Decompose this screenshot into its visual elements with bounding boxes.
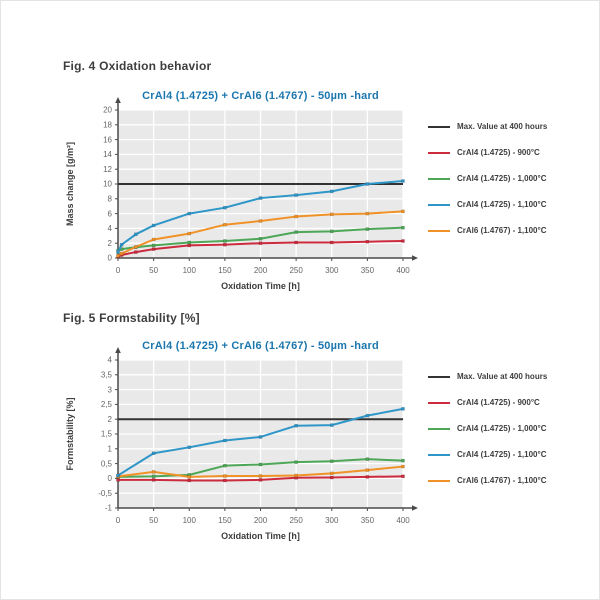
data-point-marker bbox=[152, 224, 155, 227]
legend-label: Max. Value at 400 hours bbox=[457, 372, 548, 381]
data-point-marker bbox=[402, 226, 405, 229]
legend-line-swatch bbox=[428, 402, 450, 404]
data-point-marker bbox=[152, 238, 155, 241]
data-point-marker bbox=[330, 460, 333, 463]
data-point-marker bbox=[402, 210, 405, 213]
data-point-marker bbox=[134, 251, 137, 254]
legend-item bbox=[428, 122, 588, 131]
svg-text:20: 20 bbox=[103, 105, 112, 115]
data-point-marker bbox=[402, 475, 405, 478]
data-point-marker bbox=[152, 478, 155, 481]
data-point-marker bbox=[259, 435, 262, 438]
data-point-marker bbox=[117, 254, 120, 257]
svg-text:250: 250 bbox=[289, 516, 303, 525]
legend-label: CrAl6 (1.4767) - 1,100°C bbox=[457, 476, 547, 485]
legend-line-swatch bbox=[428, 376, 450, 378]
svg-text:2: 2 bbox=[107, 238, 112, 248]
data-point-marker bbox=[188, 479, 191, 482]
data-point-marker bbox=[188, 244, 191, 247]
svg-text:1,5: 1,5 bbox=[100, 429, 112, 439]
legend-item bbox=[428, 372, 588, 381]
formstability-chart bbox=[55, 332, 435, 547]
svg-text:250: 250 bbox=[289, 266, 303, 275]
data-point-marker bbox=[223, 479, 226, 482]
data-point-marker bbox=[330, 230, 333, 233]
data-point-marker bbox=[152, 244, 155, 247]
svg-text:50: 50 bbox=[149, 516, 159, 525]
svg-text:300: 300 bbox=[325, 266, 339, 275]
data-point-marker bbox=[366, 240, 369, 243]
data-point-marker bbox=[295, 241, 298, 244]
legend-item bbox=[428, 450, 588, 459]
data-point-marker bbox=[152, 248, 155, 251]
x-axis-title: Oxidation Time [h] bbox=[221, 281, 300, 291]
chart-title: CrAl4 (1.4725) + CrAl6 (1.4767) - 50µm -hard bbox=[142, 340, 379, 352]
svg-text:150: 150 bbox=[218, 266, 232, 275]
data-point-marker bbox=[259, 197, 262, 200]
legend-label: CrAl4 (1.4725) - 1,100°C bbox=[457, 200, 547, 209]
figure-4-caption: Fig. 4 Oxidation behavior bbox=[63, 59, 212, 73]
data-point-marker bbox=[366, 183, 369, 186]
data-point-marker bbox=[152, 452, 155, 455]
data-point-marker bbox=[295, 194, 298, 197]
data-point-marker bbox=[223, 243, 226, 246]
svg-text:14: 14 bbox=[103, 150, 112, 160]
legend-item bbox=[428, 148, 588, 157]
legend-item bbox=[428, 424, 588, 433]
x-axis-title: Oxidation Time [h] bbox=[221, 531, 300, 541]
svg-text:350: 350 bbox=[360, 266, 375, 275]
data-point-marker bbox=[259, 237, 262, 240]
legend-item bbox=[428, 174, 588, 183]
data-point-marker bbox=[223, 206, 226, 209]
y-axis-arrow-icon bbox=[115, 97, 121, 103]
data-point-marker bbox=[259, 242, 262, 245]
svg-text:-0,5: -0,5 bbox=[98, 488, 112, 498]
legend-line-swatch bbox=[428, 454, 450, 456]
svg-text:16: 16 bbox=[103, 135, 112, 145]
data-point-marker bbox=[117, 474, 120, 477]
data-point-marker bbox=[295, 215, 298, 218]
data-point-marker bbox=[402, 239, 405, 242]
data-point-marker bbox=[330, 424, 333, 427]
data-point-marker bbox=[330, 472, 333, 475]
svg-text:100: 100 bbox=[182, 266, 196, 275]
data-point-marker bbox=[152, 475, 155, 478]
data-point-marker bbox=[223, 464, 226, 467]
data-point-marker bbox=[330, 476, 333, 479]
data-point-marker bbox=[402, 459, 405, 462]
svg-text:2,5: 2,5 bbox=[100, 400, 112, 410]
data-point-marker bbox=[223, 475, 226, 478]
data-point-marker bbox=[188, 241, 191, 244]
data-point-marker bbox=[295, 231, 298, 234]
data-point-marker bbox=[188, 475, 191, 478]
data-point-marker bbox=[223, 239, 226, 242]
data-point-marker bbox=[330, 190, 333, 193]
legend-line-swatch bbox=[428, 204, 450, 206]
svg-text:350: 350 bbox=[360, 516, 375, 525]
svg-text:100: 100 bbox=[182, 516, 196, 525]
data-point-marker bbox=[134, 233, 137, 236]
data-point-marker bbox=[188, 212, 191, 215]
y-axis-title: Mass change [g/m²] bbox=[65, 141, 75, 227]
data-point-marker bbox=[120, 252, 123, 255]
legend-label: CrAl4 (1.4725) - 1,000°C bbox=[457, 424, 547, 433]
data-point-marker bbox=[295, 424, 298, 427]
data-point-marker bbox=[259, 220, 262, 223]
legend-label: CrAl4 (1.4725) - 900°C bbox=[457, 398, 540, 407]
figure-5-caption: Fig. 5 Formstability [%] bbox=[63, 311, 200, 325]
data-point-marker bbox=[366, 475, 369, 478]
formstability-chart-legend bbox=[428, 372, 588, 485]
legend-label: Max. Value at 400 hours bbox=[457, 122, 548, 131]
data-point-marker bbox=[188, 232, 191, 235]
data-point-marker bbox=[295, 461, 298, 464]
svg-text:400: 400 bbox=[396, 516, 410, 525]
legend-label: CrAl4 (1.4725) - 900°C bbox=[457, 148, 540, 157]
svg-text:0: 0 bbox=[107, 253, 112, 263]
legend-line-swatch bbox=[428, 230, 450, 232]
svg-text:4: 4 bbox=[107, 224, 112, 234]
x-axis-arrow-icon bbox=[412, 505, 418, 511]
oxidation-behavior-chart bbox=[55, 82, 435, 297]
y-axis-title: Formstability [%] bbox=[65, 397, 75, 471]
data-point-marker bbox=[366, 458, 369, 461]
data-point-marker bbox=[223, 439, 226, 442]
data-point-marker bbox=[120, 243, 123, 246]
svg-text:3: 3 bbox=[107, 385, 112, 395]
data-point-marker bbox=[366, 414, 369, 417]
svg-text:3,5: 3,5 bbox=[100, 370, 112, 380]
legend-line-swatch bbox=[428, 126, 450, 128]
legend-line-swatch bbox=[428, 428, 450, 430]
data-point-marker bbox=[117, 478, 120, 481]
data-point-marker bbox=[402, 465, 405, 468]
data-point-marker bbox=[330, 241, 333, 244]
svg-text:300: 300 bbox=[325, 516, 339, 525]
data-point-marker bbox=[366, 212, 369, 215]
data-point-marker bbox=[117, 251, 120, 254]
legend-label: CrAl4 (1.4725) - 1,000°C bbox=[457, 174, 547, 183]
data-point-marker bbox=[223, 223, 226, 226]
y-axis-arrow-icon bbox=[115, 347, 121, 353]
data-point-marker bbox=[295, 474, 298, 477]
svg-text:6: 6 bbox=[107, 209, 112, 219]
svg-text:2: 2 bbox=[107, 414, 112, 424]
legend-line-swatch bbox=[428, 480, 450, 482]
data-point-marker bbox=[259, 475, 262, 478]
svg-text:8: 8 bbox=[107, 194, 112, 204]
svg-text:200: 200 bbox=[253, 266, 268, 275]
svg-text:0: 0 bbox=[107, 474, 112, 484]
legend-item bbox=[428, 476, 588, 485]
svg-text:18: 18 bbox=[103, 120, 112, 130]
svg-text:200: 200 bbox=[253, 516, 268, 525]
chart-title: CrAl4 (1.4725) + CrAl6 (1.4767) - 50µm -hard bbox=[142, 90, 379, 102]
legend-item bbox=[428, 398, 588, 407]
legend-item bbox=[428, 200, 588, 209]
legend-label: CrAl4 (1.4725) - 1,100°C bbox=[457, 450, 547, 459]
svg-text:4: 4 bbox=[107, 355, 112, 365]
svg-text:0: 0 bbox=[115, 266, 121, 275]
svg-text:12: 12 bbox=[103, 164, 112, 174]
data-point-marker bbox=[366, 469, 369, 472]
svg-text:50: 50 bbox=[149, 266, 159, 275]
data-point-marker bbox=[366, 228, 369, 231]
svg-text:10: 10 bbox=[103, 179, 112, 189]
svg-text:150: 150 bbox=[218, 516, 232, 525]
svg-text:0,5: 0,5 bbox=[100, 459, 112, 469]
data-point-marker bbox=[259, 478, 262, 481]
legend-line-swatch bbox=[428, 178, 450, 180]
data-point-marker bbox=[402, 180, 405, 183]
x-axis-arrow-icon bbox=[412, 255, 418, 261]
svg-text:-1: -1 bbox=[104, 503, 112, 513]
data-point-marker bbox=[152, 470, 155, 473]
svg-text:0: 0 bbox=[115, 516, 121, 525]
data-point-marker bbox=[402, 407, 405, 410]
legend-item bbox=[428, 226, 588, 235]
svg-text:400: 400 bbox=[396, 266, 410, 275]
data-point-marker bbox=[259, 463, 262, 466]
data-point-marker bbox=[188, 446, 191, 449]
svg-text:1: 1 bbox=[107, 444, 112, 454]
data-point-marker bbox=[330, 213, 333, 216]
legend-line-swatch bbox=[428, 152, 450, 154]
legend-label: CrAl6 (1.4767) - 1,100°C bbox=[457, 226, 547, 235]
data-point-marker bbox=[134, 245, 137, 248]
oxidation-chart-legend bbox=[428, 122, 588, 235]
